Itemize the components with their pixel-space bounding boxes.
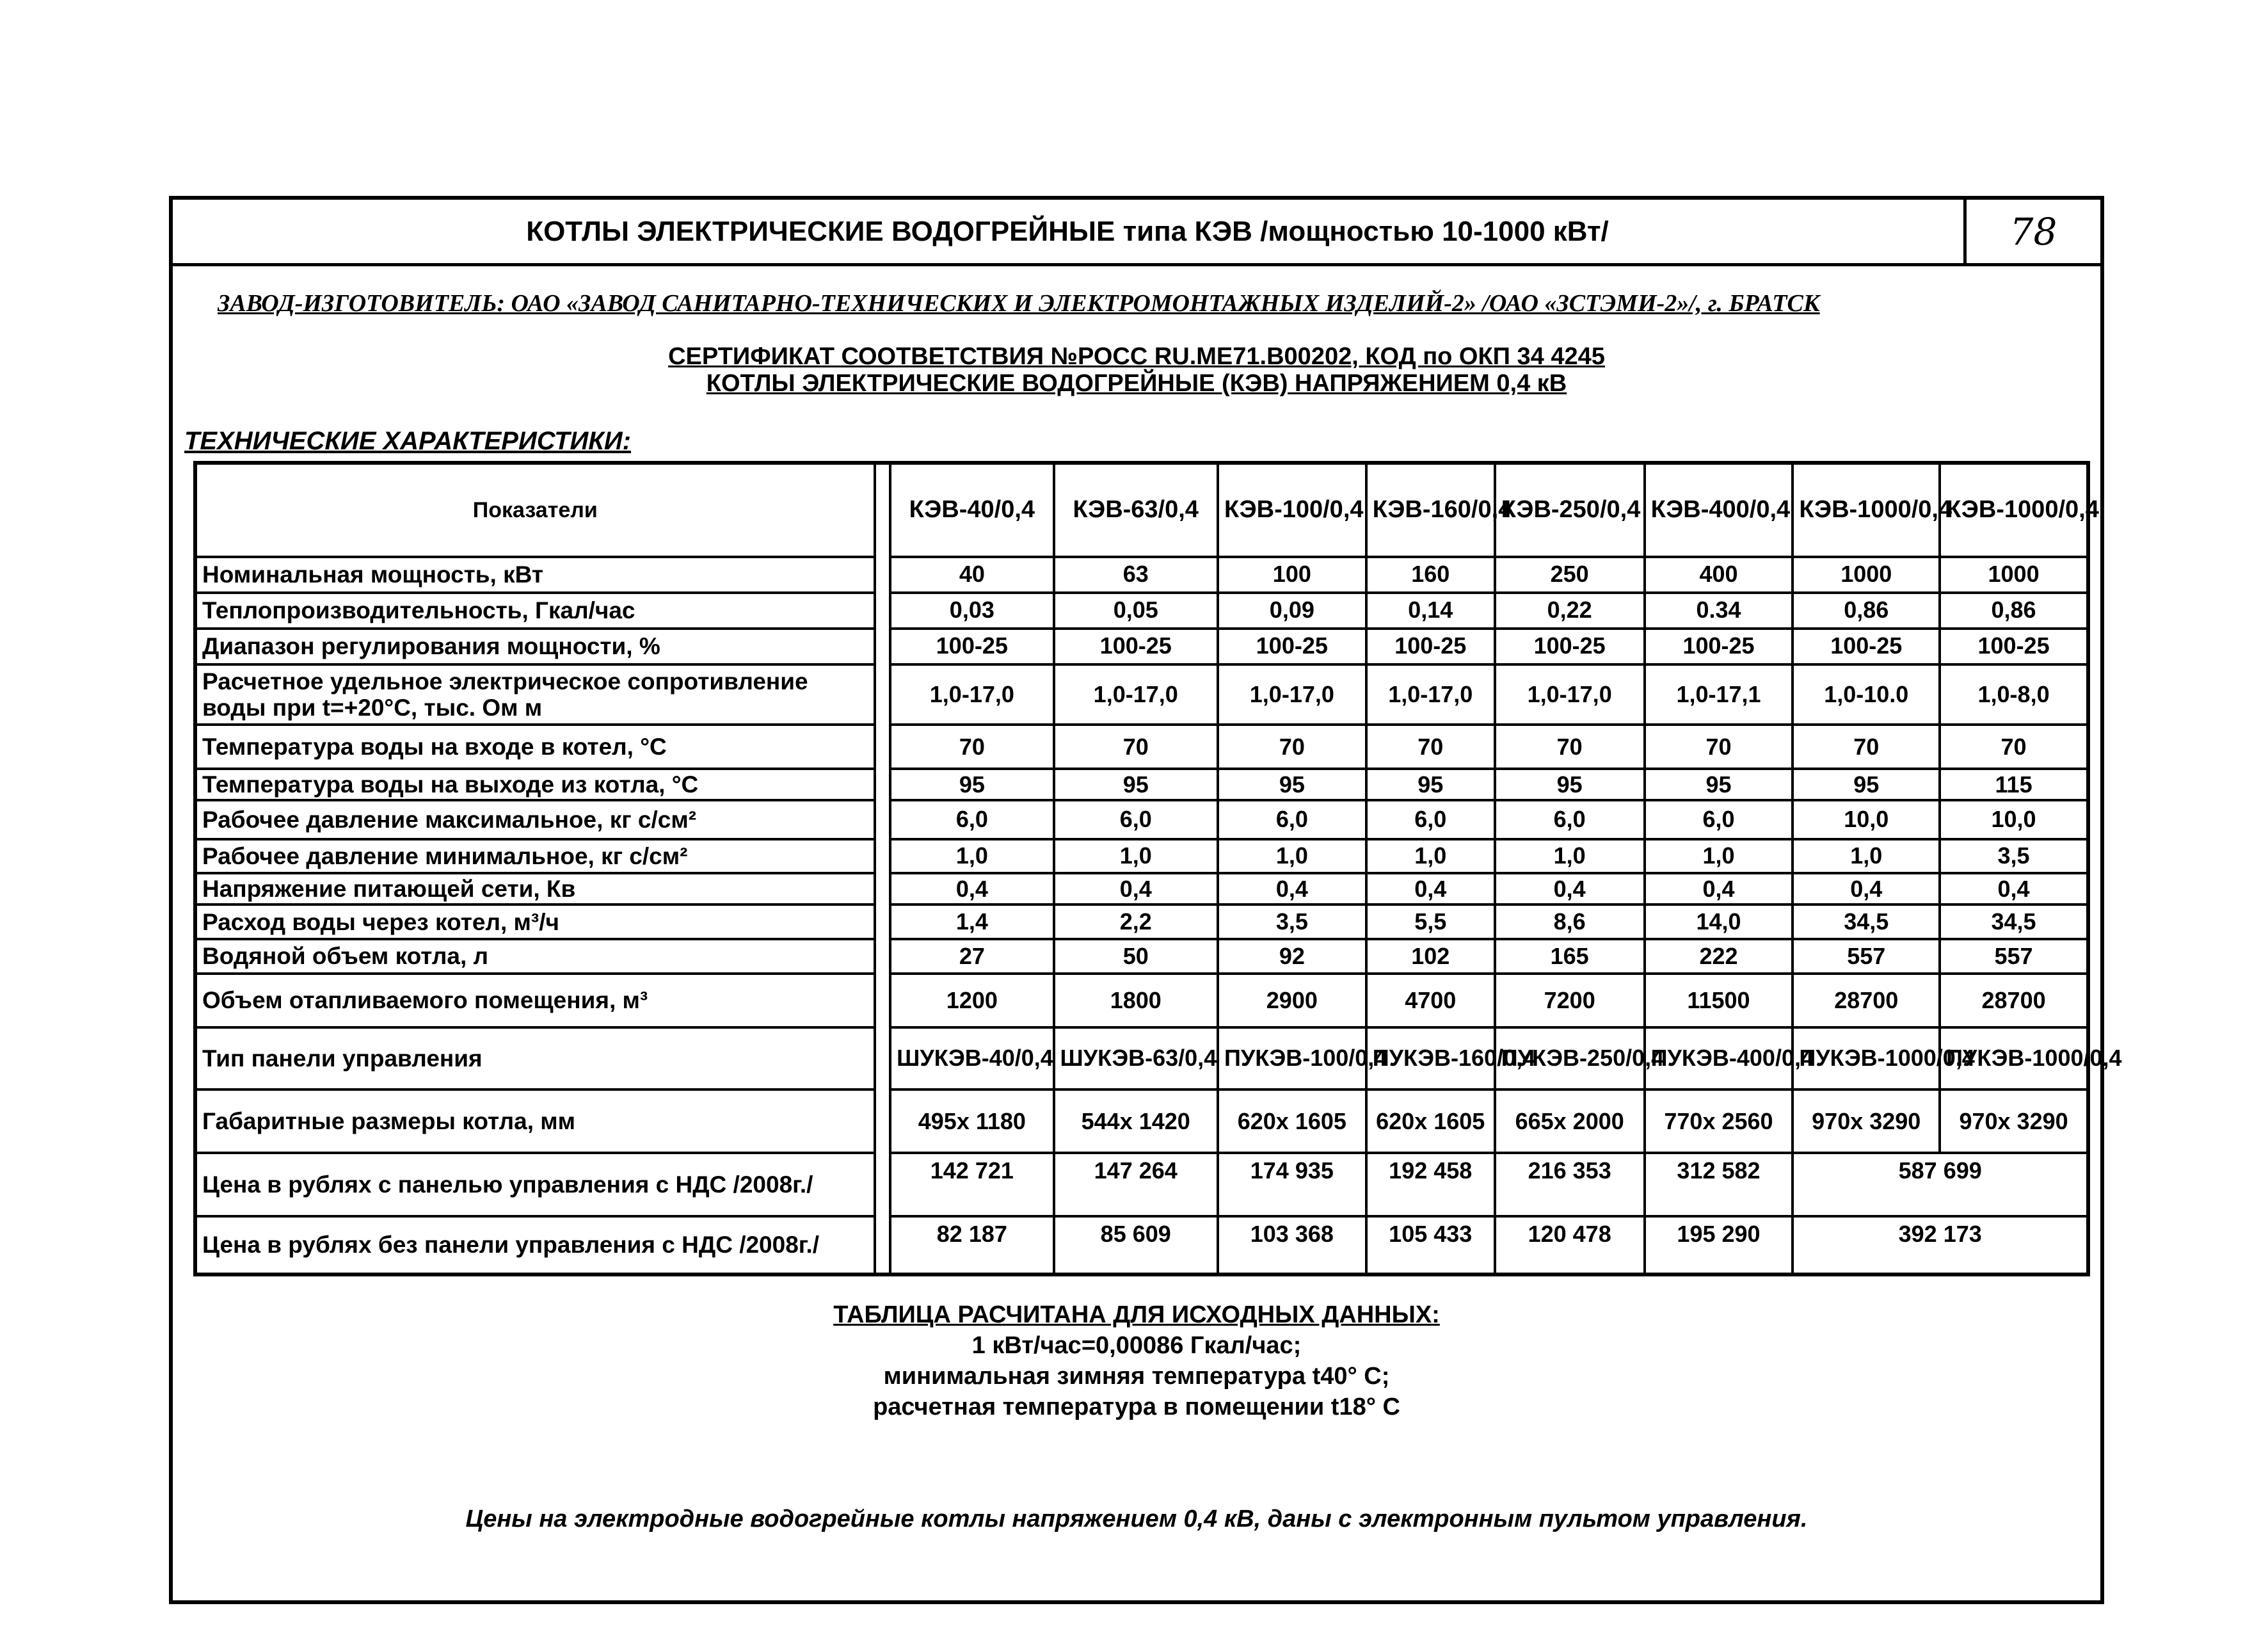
model-header: КЭВ-100/0,4 — [1218, 463, 1366, 557]
table-cell: 1,0 — [1793, 839, 1940, 874]
table-cell: 970x 3290 — [1793, 1089, 1940, 1153]
table-cell: 0,4 — [1793, 873, 1940, 904]
table-row — [195, 1027, 2088, 1089]
table-cell: 1,0-17,0 — [1218, 664, 1366, 725]
column-gap — [875, 839, 891, 874]
table-row — [195, 725, 2088, 769]
table-cell: 6,0 — [1218, 800, 1366, 839]
table-cell: 6,0 — [890, 800, 1053, 839]
table-cell: ШУКЭВ-40/0,4 — [890, 1027, 1053, 1089]
table-cell: 6,0 — [1366, 800, 1495, 839]
table-cell: 70 — [1495, 725, 1645, 769]
row-label: Теплопроизводительность, Гкал/час — [195, 593, 875, 629]
price-cell: 147 264 — [1054, 1153, 1218, 1216]
table-cell: 620x 1605 — [1366, 1089, 1495, 1153]
price-cell: 216 353 — [1495, 1153, 1645, 1216]
table-cell: 63 — [1054, 557, 1218, 593]
price-cell: 195 290 — [1645, 1216, 1793, 1274]
price-cell: 192 458 — [1366, 1153, 1495, 1216]
column-gap — [875, 463, 891, 557]
table-row — [195, 974, 2088, 1027]
table-cell: 970x 3290 — [1940, 1089, 2088, 1153]
model-header: КЭВ-400/0,4 — [1645, 463, 1793, 557]
table-cell: 70 — [890, 725, 1053, 769]
table-cell: 0,14 — [1366, 593, 1495, 629]
table-cell: 0,4 — [1054, 873, 1218, 904]
price-cell: 103 368 — [1218, 1216, 1366, 1274]
row-label: Диапазон регулирования мощности, % — [195, 629, 875, 664]
price-without-panel-row — [195, 1216, 2088, 1274]
table-row — [195, 557, 2088, 593]
table-cell: 14,0 — [1645, 904, 1793, 939]
table-cell: 3,5 — [1218, 904, 1366, 939]
column-gap — [875, 974, 891, 1027]
table-cell: 50 — [1054, 939, 1218, 974]
row-label: Номинальная мощность, кВт — [195, 557, 875, 593]
table-cell: 400 — [1645, 557, 1793, 593]
table-cell: 544x 1420 — [1054, 1089, 1218, 1153]
header-label: Показатели — [195, 463, 875, 557]
column-gap — [875, 769, 891, 800]
table-cell: 7200 — [1495, 974, 1645, 1027]
column-gap — [875, 725, 891, 769]
footer-note: Цены на электродные водогрейные котлы напряжением 0,4 кВ, даны с электронным пультом управления. — [465, 1506, 1808, 1532]
table-cell: 28700 — [1793, 974, 1940, 1027]
table-cell: 70 — [1366, 725, 1495, 769]
table-cell: 11500 — [1645, 974, 1793, 1027]
table-row — [195, 1089, 2088, 1153]
table-cell: 6,0 — [1645, 800, 1793, 839]
row-label: Напряжение питающей сети, Кв — [195, 873, 875, 904]
price-cell: 85 609 — [1054, 1216, 1218, 1274]
table-cell: 620x 1605 — [1218, 1089, 1366, 1153]
table-cell: 10,0 — [1793, 800, 1940, 839]
table-row — [195, 800, 2088, 839]
table-cell: 665x 2000 — [1495, 1089, 1645, 1153]
table-cell: 100-25 — [1940, 629, 2088, 664]
table-cell: 250 — [1495, 557, 1645, 593]
column-gap — [875, 1216, 891, 1274]
table-cell: 0,4 — [1366, 873, 1495, 904]
table-row — [195, 839, 2088, 874]
table-cell: 34,5 — [1940, 904, 2088, 939]
row-label: Рабочее давление минимальное, кг с/см² — [195, 839, 875, 874]
row-label: Температура воды на выходе из котла, °С — [195, 769, 875, 800]
table-cell: 3,5 — [1940, 839, 2088, 874]
table-row — [195, 769, 2088, 800]
row-label: Расчетное удельное электрическое сопротивление воды при t=+20°С, тыс. Ом м — [195, 664, 875, 725]
manufacturer-line: ЗАВОД-ИЗГОТОВИТЕЛЬ: ОАО «ЗАВОД САНИТАРНО-ТЕХНИЧЕСКИХ И ЭЛЕКТРОМОНТАЖНЫХ ИЗДЕЛИЙ-2» /ОАО «ЗСТЭМИ-2»/, г. БРАТСК — [218, 290, 1820, 317]
table-cell: 27 — [890, 939, 1053, 974]
price-cell: 120 478 — [1495, 1216, 1645, 1274]
price-cell: 82 187 — [890, 1216, 1053, 1274]
notes-block — [173, 1299, 2100, 1422]
table-cell: 4700 — [1366, 974, 1495, 1027]
table-cell: 0.34 — [1645, 593, 1793, 629]
column-gap — [875, 593, 891, 629]
table-cell: 95 — [890, 769, 1053, 800]
table-cell: 100-25 — [1366, 629, 1495, 664]
table-cell: 70 — [1940, 725, 2088, 769]
column-gap — [875, 557, 891, 593]
table-cell: 0,4 — [1495, 873, 1645, 904]
table-cell: 1,0-10.0 — [1793, 664, 1940, 725]
table-cell: 6,0 — [1495, 800, 1645, 839]
row-label: Водяной объем котла, л — [195, 939, 875, 974]
table-cell: 102 — [1366, 939, 1495, 974]
model-header: КЭВ-1000/0,4 — [1940, 463, 2088, 557]
title-row — [173, 200, 2100, 266]
certificate-line-1: СЕРТИФИКАТ СООТВЕТСТВИЯ №РОСС RU.ME71.B00202, КОД по ОКП 34 4245 — [668, 343, 1605, 370]
table-row — [195, 629, 2088, 664]
table-cell: ПУКЭВ-100/0,4 — [1218, 1027, 1366, 1089]
row-label: Цена в рублях с панелью управления с НДС /2008г./ — [195, 1153, 875, 1216]
table-cell: 1,0-17,0 — [1495, 664, 1645, 725]
table-cell: ПУКЭВ-1000/0,4 — [1940, 1027, 2088, 1089]
row-label: Тип панели управления — [195, 1027, 875, 1089]
table-cell: 1,0-8,0 — [1940, 664, 2088, 725]
notes-line-3: расчетная температура в помещении t18° С — [873, 1394, 1400, 1420]
table-cell: 1000 — [1793, 557, 1940, 593]
table-cell: 1,4 — [890, 904, 1053, 939]
table-cell: 2,2 — [1054, 904, 1218, 939]
column-gap — [875, 1027, 891, 1089]
table-cell: 160 — [1366, 557, 1495, 593]
table-cell: 1,0 — [890, 839, 1053, 874]
price-cell: 142 721 — [890, 1153, 1053, 1216]
model-header: КЭВ-63/0,4 — [1054, 463, 1218, 557]
table-row — [195, 593, 2088, 629]
table-cell: 40 — [890, 557, 1053, 593]
table-cell: 5,5 — [1366, 904, 1495, 939]
table-row — [195, 939, 2088, 974]
table-cell: 10,0 — [1940, 800, 2088, 839]
table-cell: 1200 — [890, 974, 1053, 1027]
column-gap — [875, 664, 891, 725]
page-number: 78 — [1963, 200, 2100, 263]
table-row — [195, 904, 2088, 939]
column-gap — [875, 1089, 891, 1153]
table-cell: 100-25 — [1218, 629, 1366, 664]
table-cell: 70 — [1645, 725, 1793, 769]
table-cell: 100-25 — [1054, 629, 1218, 664]
column-gap — [875, 873, 891, 904]
table-cell: 557 — [1940, 939, 2088, 974]
model-header: КЭВ-250/0,4 — [1495, 463, 1645, 557]
table-cell: 100-25 — [1645, 629, 1793, 664]
table-cell: 0,22 — [1495, 593, 1645, 629]
row-label: Объем отапливаемого помещения, м³ — [195, 974, 875, 1027]
row-label: Расход воды через котел, м³/ч — [195, 904, 875, 939]
table-cell: 95 — [1495, 769, 1645, 800]
price-with-panel-row — [195, 1153, 2088, 1216]
specs-table — [193, 461, 2122, 1276]
table-cell: ШУКЭВ-63/0,4 — [1054, 1027, 1218, 1089]
table-cell: 95 — [1054, 769, 1218, 800]
table-cell: 6,0 — [1054, 800, 1218, 839]
table-cell: 34,5 — [1793, 904, 1940, 939]
notes-title: ТАБЛИЦА РАСЧИТАНА ДЛЯ ИСХОДНЫХ ДАННЫХ: — [833, 1301, 1440, 1328]
certificate-line-2: КОТЛЫ ЭЛЕКТРИЧЕСКИЕ ВОДОГРЕЙНЫЕ (КЭВ) НАПРЯЖЕНИЕМ 0,4 кВ — [706, 370, 1567, 397]
table-cell: 100-25 — [1793, 629, 1940, 664]
table-cell: 1800 — [1054, 974, 1218, 1027]
table-cell: 0,86 — [1793, 593, 1940, 629]
table-cell: 70 — [1793, 725, 1940, 769]
table-cell: 95 — [1366, 769, 1495, 800]
table-cell: 70 — [1054, 725, 1218, 769]
notes-line-2: минимальная зимняя температура t40° С; — [883, 1363, 1390, 1390]
table-cell: 1,0 — [1218, 839, 1366, 874]
table-cell: ПУКЭВ-1000/0,4 — [1793, 1027, 1940, 1089]
document-frame — [169, 196, 2122, 1604]
table-cell: 1,0-17,1 — [1645, 664, 1793, 725]
table-cell: 95 — [1793, 769, 1940, 800]
page-title: КОТЛЫ ЭЛЕКТРИЧЕСКИЕ ВОДОГРЕЙНЫЕ типа КЭВ /мощностью 10-1000 кВт/ — [526, 215, 1609, 247]
table-cell: ПУКЭВ-250/0,4 — [1495, 1027, 1645, 1089]
price-cell: 105 433 — [1366, 1216, 1495, 1274]
price-cell: 312 582 — [1645, 1153, 1793, 1216]
table-cell: 165 — [1495, 939, 1645, 974]
tech-heading: ТЕХНИЧЕСКИЕ ХАРАКТЕРИСТИКИ: — [184, 427, 631, 455]
table-cell: 1,0 — [1645, 839, 1793, 874]
column-gap — [875, 1153, 891, 1216]
table-cell: ПУКЭВ-400/0,4 — [1645, 1027, 1793, 1089]
table-cell: 1,0 — [1054, 839, 1218, 874]
table-cell: 1,0-17,0 — [1366, 664, 1495, 725]
table-cell: 557 — [1793, 939, 1940, 974]
table-cell: 1000 — [1940, 557, 2088, 593]
row-label: Температура воды на входе в котел, °С — [195, 725, 875, 769]
table-cell: 100 — [1218, 557, 1366, 593]
table-cell: 95 — [1645, 769, 1793, 800]
table-cell: 100-25 — [1495, 629, 1645, 664]
price-cell: 392 173 — [1793, 1216, 2088, 1274]
table-row — [195, 664, 2088, 725]
column-gap — [875, 939, 891, 974]
table-row — [195, 873, 2088, 904]
table-cell: ПУКЭВ-160/0,4 — [1366, 1027, 1495, 1089]
header-row — [195, 463, 2088, 557]
column-gap — [875, 629, 891, 664]
model-header: КЭВ-160/0,4 — [1366, 463, 1495, 557]
table-cell: 100-25 — [890, 629, 1053, 664]
table-cell: 1,0-17,0 — [890, 664, 1053, 725]
table-cell: 92 — [1218, 939, 1366, 974]
table-cell: 495x 1180 — [890, 1089, 1053, 1153]
table-cell: 0,05 — [1054, 593, 1218, 629]
model-header: КЭВ-1000/0,4 — [1793, 463, 1940, 557]
table-cell: 0,03 — [890, 593, 1053, 629]
table-cell: 770x 2560 — [1645, 1089, 1793, 1153]
price-cell: 174 935 — [1218, 1153, 1366, 1216]
row-label: Габаритные размеры котла, мм — [195, 1089, 875, 1153]
table-cell: 0,4 — [1940, 873, 2088, 904]
table-cell: 0,4 — [1645, 873, 1793, 904]
row-label: Цена в рублях без панели управления с НДС /2008г./ — [195, 1216, 875, 1274]
notes-line-1: 1 кВт/час=0,00086 Гкал/час; — [971, 1332, 1302, 1359]
table-cell: 1,0-17,0 — [1054, 664, 1218, 725]
table-cell: 0,4 — [890, 873, 1053, 904]
table-cell: 0,86 — [1940, 593, 2088, 629]
table-cell: 95 — [1218, 769, 1366, 800]
table-cell: 0,4 — [1218, 873, 1366, 904]
model-header: КЭВ-40/0,4 — [890, 463, 1053, 557]
table-cell: 222 — [1645, 939, 1793, 974]
table-cell: 70 — [1218, 725, 1366, 769]
row-label: Рабочее давление максимальное, кг с/см² — [195, 800, 875, 839]
table-cell: 28700 — [1940, 974, 2088, 1027]
table-cell: 1,0 — [1495, 839, 1645, 874]
table-cell: 115 — [1940, 769, 2088, 800]
table-cell: 0,09 — [1218, 593, 1366, 629]
table-cell: 1,0 — [1366, 839, 1495, 874]
column-gap — [875, 904, 891, 939]
column-gap — [875, 800, 891, 839]
price-cell: 587 699 — [1793, 1153, 2088, 1216]
table-cell: 8,6 — [1495, 904, 1645, 939]
table-cell: 2900 — [1218, 974, 1366, 1027]
